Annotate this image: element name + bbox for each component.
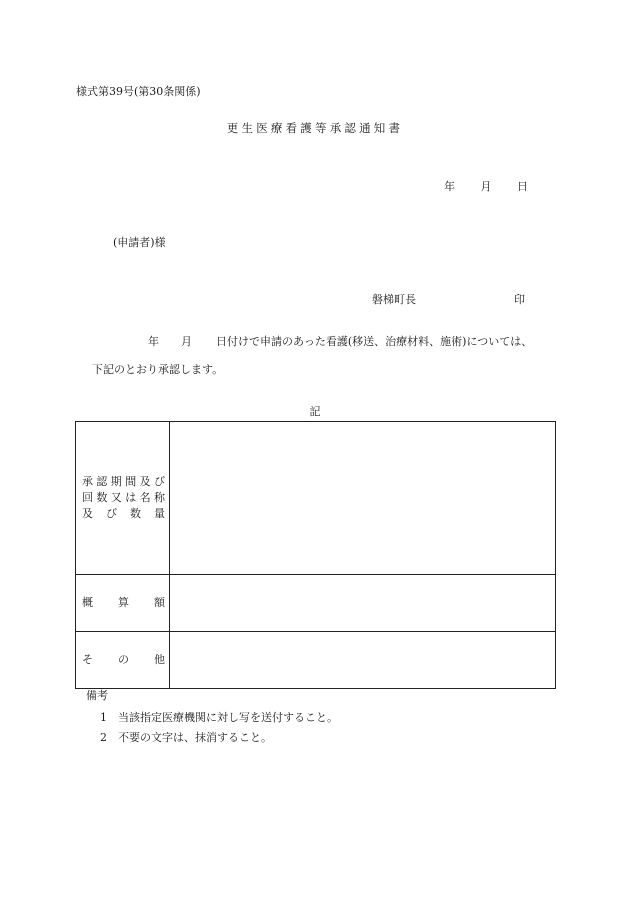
issuer: 磐梯町長 bbox=[372, 293, 416, 306]
table-row-estimate bbox=[76, 575, 556, 632]
value-other bbox=[170, 632, 556, 689]
addressee: (申請者)様 bbox=[113, 236, 166, 249]
approval-table bbox=[75, 421, 556, 689]
label-line: 承認期間及び bbox=[82, 475, 165, 488]
label-estimate: 概算額 bbox=[76, 575, 170, 632]
form-number: 様式第39号(第30条関係) bbox=[76, 85, 201, 98]
note-text: 不要の文字は、抹消すること。 bbox=[118, 731, 272, 744]
label-line: 回数又は名称 bbox=[82, 491, 165, 504]
seal-mark: 印 bbox=[514, 293, 525, 306]
remark-note bbox=[100, 712, 338, 723]
body-text-1: 日付けで申請のあった看護(移送、治療材料、施術)については、 bbox=[216, 335, 533, 348]
body-year: 年 bbox=[148, 335, 159, 348]
remark-note bbox=[100, 732, 272, 743]
table-row-approval-period bbox=[76, 422, 556, 575]
note-number: 2 bbox=[100, 731, 107, 744]
value-approval-period bbox=[170, 422, 556, 575]
date-month: 月 bbox=[480, 180, 492, 193]
body-month: 月 bbox=[181, 335, 192, 348]
label-other: その他 bbox=[76, 632, 170, 689]
body-line-1 bbox=[148, 336, 532, 347]
note-number: 1 bbox=[100, 711, 107, 724]
body-line-2: 下記のとおり承認します。 bbox=[92, 363, 224, 376]
date-line bbox=[444, 181, 528, 192]
label-approval-period bbox=[76, 422, 170, 575]
document-title: 更生医療看護等承認通知書 bbox=[226, 121, 404, 135]
remarks-title: 備考 bbox=[86, 689, 108, 702]
date-day: 日 bbox=[517, 180, 528, 193]
date-year: 年 bbox=[444, 180, 455, 193]
note-text: 当該指定医療機関に対し写を送付すること。 bbox=[118, 711, 338, 724]
value-estimate bbox=[170, 575, 556, 632]
table-row-other bbox=[76, 632, 556, 689]
label-line: 及び数量 bbox=[82, 507, 165, 520]
ki-heading: 記 bbox=[309, 405, 321, 418]
